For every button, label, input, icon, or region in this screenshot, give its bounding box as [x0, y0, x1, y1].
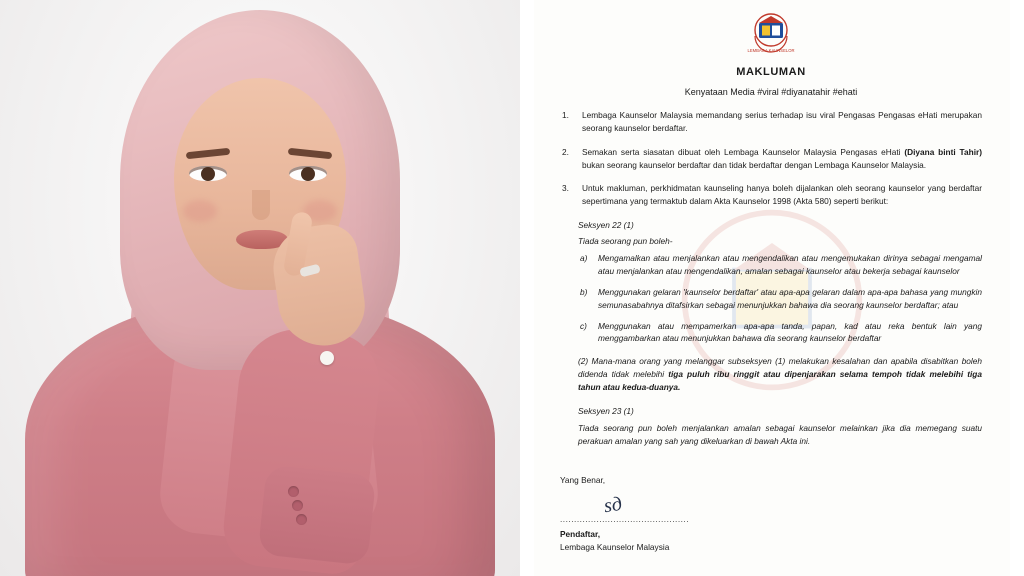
blazer-button-3	[296, 514, 307, 525]
lettered-list	[578, 252, 982, 345]
item-text: Menggunakan gelaran 'kaunselor berdaftar' atau apa-apa gelaran dalam apa-apa bahasa yang mungkin semunasabahnya ditafsirkan sebagai menunjukkan bahawa dia seorang kaunselor berdaftar; atau	[598, 286, 982, 310]
document-page	[534, 0, 1010, 576]
section-23-heading: Seksyen 23 (1)	[578, 405, 634, 416]
list-item	[578, 286, 982, 312]
blazer-cuff	[258, 464, 377, 565]
item-number: 1.	[562, 110, 569, 120]
item-text-after: bukan seorang kaunselor berdaftar dan tidak berdaftar dengan Lembaga Kaunselor Malaysia.	[582, 159, 927, 170]
lembaga-kaunselor-crest-icon	[745, 12, 797, 56]
nose	[252, 190, 270, 220]
item-text: Menggunakan atau mempamerkan apa-apa tanda, papan, kad atau reka bentuk lain yang menggambarkan atau menunjukkan bahawa dia seorang kaunselor berdaftar	[598, 320, 982, 344]
subsection-bold: tiga puluh ribu ringgit atau dipenjarakan selama tempoh tidak melebihi tiga tahun atau kedua-duanya.	[578, 369, 982, 393]
signature-dotted-line: ..............................................	[560, 513, 690, 524]
section-23-text: Tiada seorang pun boleh menjalankan amalan sebagai kaunselor melainkan jika dia memegang suatu perakuan amalan yang sah yang dikeluarkan di bawah Akta ini.	[578, 422, 982, 446]
svg-text:LEMBAGA KAUNSELOR: LEMBAGA KAUNSELOR	[747, 48, 795, 53]
item-text: Mengamalkan atau menjalankan atau mengendalikan atau mengemukakan dirinya sebagai mengamal atau menjalankan atau mengendalikan, amalan sebagai kaunselor atau bekerja sebagai kaunselor	[598, 253, 982, 277]
handwritten-signature: ѕд	[602, 492, 624, 518]
numbered-list	[560, 109, 982, 208]
item-number: 3.	[562, 183, 569, 194]
list-item	[560, 182, 982, 208]
item-text: Untuk makluman, perkhidmatan kaunseling hanya boleh dijalankan oleh seorang kaunselor yang berdaftar sepertimana yang termaktub dalam Akta Kaunselor 1998 (Akta 580) seperti berikut:	[582, 183, 982, 207]
signature-area	[560, 487, 982, 518]
document-subtitle: Kenyataan Media #viral #diyanatahir #ehati	[684, 87, 858, 97]
item-text-before: Semakan serta siasatan dibuat oleh Lembaga Kaunselor Malaysia Pengasas eHati	[582, 146, 905, 157]
eye-right	[289, 166, 327, 181]
document-panel	[520, 0, 1024, 576]
crest-block	[560, 12, 982, 56]
blazer-button-1	[288, 486, 299, 497]
list-item	[560, 146, 982, 172]
section-22-heading: Seksyen 22 (1)	[578, 220, 634, 231]
list-item	[578, 252, 982, 278]
item-letter: a)	[580, 253, 588, 264]
eye-left	[189, 166, 227, 181]
item-number: 2.	[562, 146, 569, 157]
signer-title: Pendaftar,	[560, 529, 601, 540]
list-item	[560, 109, 982, 135]
brooch	[320, 351, 334, 365]
subsection-2	[578, 355, 982, 394]
cheek-left	[183, 200, 217, 222]
list-item	[578, 320, 982, 346]
signer-organization: Lembaga Kaunselor Malaysia	[560, 542, 670, 553]
item-letter: b)	[580, 286, 588, 297]
closing-salutation: Yang Benar,	[560, 474, 606, 485]
subsection-lead: (2) Mana-mana orang yang melanggar subseksyen (1) melakukan kesalahan dan apabila disabitkan boleh didenda tidak melebihi	[578, 356, 982, 380]
item-letter: c)	[580, 320, 587, 331]
item-text: Lembaga Kaunselor Malaysia memandang serius terhadap isu viral Pengasas Pengasas eHati merupakan seorang kaunselor berdaftar.	[582, 110, 982, 133]
document-title: MAKLUMAN	[736, 66, 806, 78]
closing-block	[560, 474, 982, 555]
blazer-button-2	[292, 500, 303, 511]
section-22-lead: Tiada seorang pun boleh-	[578, 236, 673, 247]
item-text-bold: (Diyana binti Tahir)	[904, 146, 982, 157]
